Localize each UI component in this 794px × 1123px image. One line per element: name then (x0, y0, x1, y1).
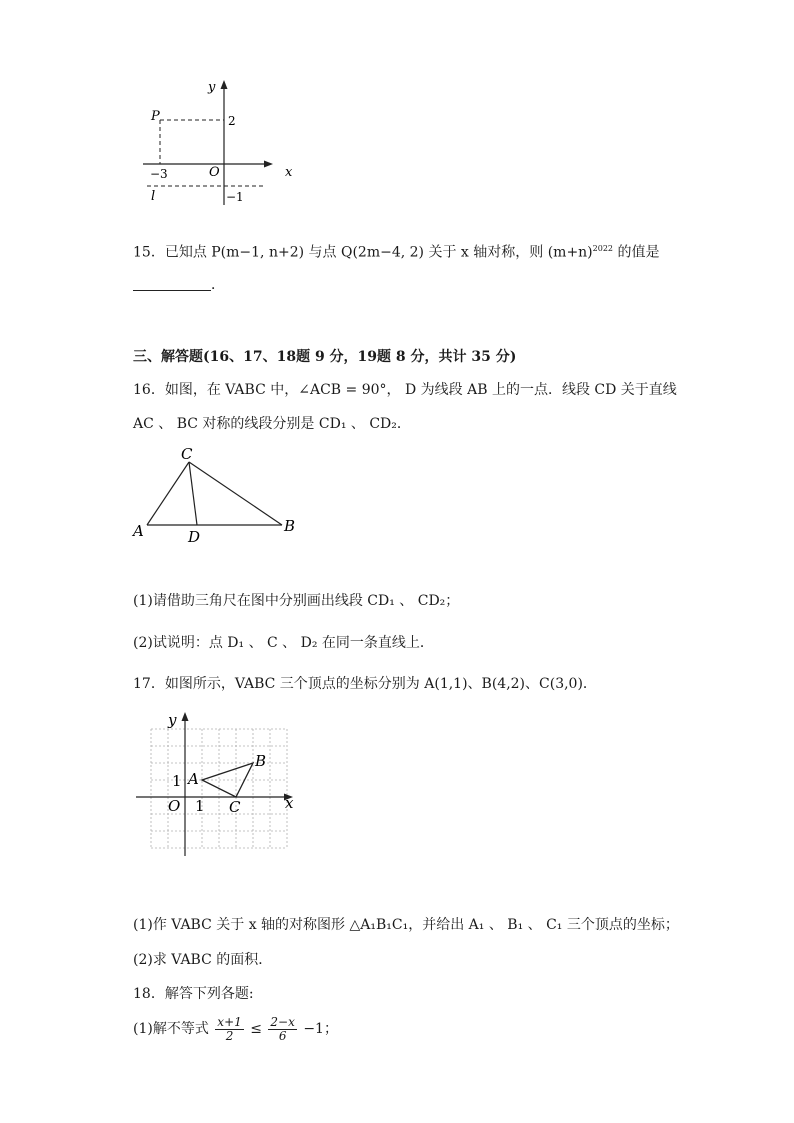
grid-y-label: y (168, 711, 177, 729)
vertex-a-label: A (133, 522, 144, 540)
frac-left-numerator: x+1 (217, 1014, 242, 1029)
q15-period: ． (211, 277, 225, 293)
q15-text-end: 的值是 (613, 244, 660, 261)
x-axis-label: x (285, 165, 293, 180)
grid-point-c-label: C (229, 798, 241, 816)
y-tick-neg1: −1 (226, 190, 244, 204)
q17-line1: 17．如图所示，VABC 三个顶点的坐标分别为 A(1,1)、B(4,2)、C(3,0)． (133, 676, 597, 692)
origin-label: O (209, 165, 220, 180)
frac-right-numerator: 2−x (270, 1014, 295, 1029)
point-d-label: D (188, 528, 201, 545)
q16-part2: (2)试说明：点 D₁ 、 C 、 D₂ 在同一条直线上． (133, 635, 434, 651)
vertex-c-label: C (181, 445, 193, 463)
q16-triangle-figure (130, 445, 305, 545)
q18-line1: 18．解答下列各题: (133, 986, 254, 1002)
q17-grid-figure (130, 708, 305, 860)
grid-y-tick-1: 1 (172, 772, 182, 790)
vertex-b-label: B (284, 517, 296, 535)
q16-line2: AC 、 BC 对称的线段分别是 CD₁ 、 CD₂． (133, 416, 411, 432)
q17-part1: (1)作 VABC 关于 x 轴的对称图形 △A₁B₁C₁，并给出 A₁ 、 B₁ 、 C₁ 三个顶点的坐标； (133, 917, 679, 933)
point-p-label: P (151, 109, 160, 124)
frac-right-denominator: 6 (278, 1028, 287, 1043)
x-tick-neg3: −3 (150, 167, 168, 181)
line-l-label: l (151, 189, 156, 204)
q15-exponent: 2022 (592, 244, 614, 253)
y-tick-2: 2 (228, 114, 236, 128)
grid-point-b-label: B (255, 752, 267, 770)
question-15 (133, 240, 659, 262)
q17-part2: (2)求 VABC 的面积． (133, 952, 273, 968)
grid-x-tick-1: 1 (195, 797, 205, 815)
q18-part1-prefix: (1)解不等式 (133, 1021, 209, 1037)
grid-point-a-label: A (188, 770, 199, 788)
q18-fraction-left (215, 1016, 243, 1043)
section-3-heading: 三、解答题(16、17、18题 9 分，19题 8 分，共计 35 分) (133, 349, 517, 365)
q15-answer-blank[interactable] (133, 276, 211, 291)
grid-origin-label: O (168, 797, 181, 815)
q18-part1 (133, 1015, 338, 1043)
leq-symbol: ≤ (250, 1021, 262, 1037)
grid-x-label: x (285, 794, 294, 812)
q14-coordinate-figure (135, 75, 305, 210)
q15-text: 15．已知点 P(m−1, n+2) 与点 Q(2m−4, 2) 关于 x 轴对称，则 (m+n) (133, 244, 593, 261)
q18-fraction-right (268, 1016, 296, 1043)
q18-part1-suffix: −1； (303, 1021, 338, 1037)
y-axis-label: y (208, 80, 216, 95)
q16-line1: 16．如图，在 VABC 中，∠ACB = 90°， D 为线段 AB 上的一点．线段 CD 关于直线 (133, 382, 677, 398)
frac-left-denominator: 2 (225, 1028, 234, 1043)
q16-part1: (1)请借助三角尺在图中分别画出线段 CD₁ 、 CD₂； (133, 593, 460, 609)
